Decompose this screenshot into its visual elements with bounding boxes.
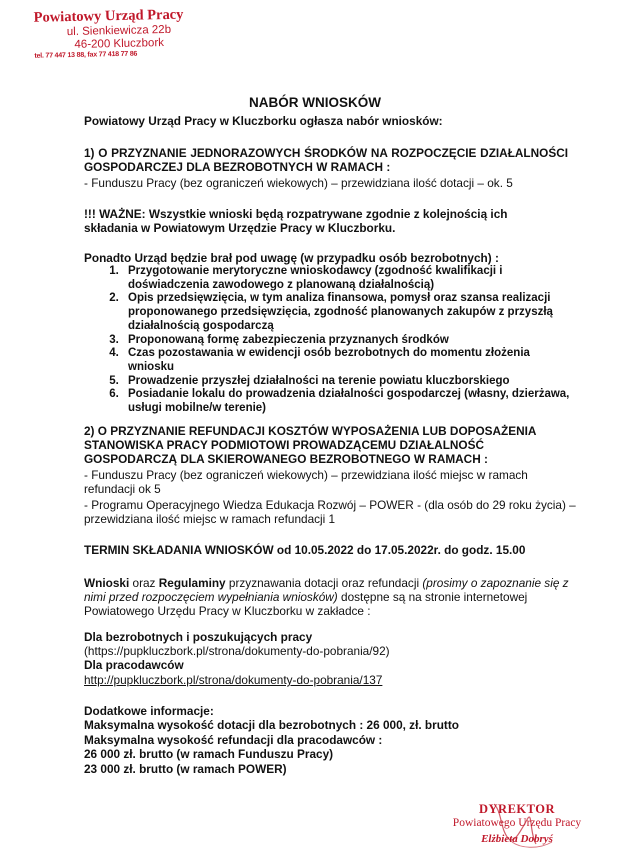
section1-line: - Funduszu Pracy (bez ograniczeń wiekowych) – przewidziana ilość dotacji – ok. 5 (84, 176, 513, 190)
unemployed-label: Dla bezrobotnych i poszukujących pracy (84, 630, 313, 644)
max-refund: Maksymalna wysokość refundacji dla pracodawców : (84, 733, 383, 747)
stamp-city: 46-200 Kluczbork (74, 36, 165, 51)
employers-label: Dla pracodawców (84, 658, 184, 672)
director-signature (442, 802, 592, 845)
signature-scribble-icon (442, 798, 592, 862)
page-title: NABÓR WNIOSKÓW (249, 95, 381, 110)
signature-role: DYREKTOR (478, 802, 555, 816)
signature-name: Elżbieta Dobryś (481, 833, 553, 845)
docs-italic-note: (prosimy o zapoznanie się z nimi przed rozpoczęciem wypełniania wniosków) (84, 576, 569, 604)
criteria-item: 3. Proponowaną formę zabezpieczenia przyznanych środków (122, 334, 578, 348)
stamp-street: ul. Sienkiewicza 22b (66, 23, 172, 38)
employers-link[interactable]: http://pupkluczbork.pl/strona/dokumenty-do-pobrania/137 (84, 673, 383, 687)
stamp-phone: tel. 77 447 13 88, fax 77 418 77 86 (34, 50, 138, 60)
criteria-item: 1. Przygotowanie merytoryczne wnioskodawcy (zgodność kwalifikacji i doświadczenia zawodowego z planowaną działalnością) (122, 265, 578, 292)
section2-line1: - Funduszu Pracy (bez ograniczeń wiekowych) – przewidziana ilość miejsc w ramach refundacji ok 5 (84, 468, 528, 496)
max-grant: Maksymalna wysokość dotacji dla bezrobotnych : 26 000, zł. brutto (84, 718, 459, 732)
section2-line2: - Programu Operacyjnego Wiedza Edukacja Rozwój – POWER - (dla osób do 29 roku życia) – przewidziana ilość miejsc w ramach refundacji 1 (84, 498, 576, 526)
signature-institution: Powiatowego Urzędu Pracy (452, 817, 582, 829)
intro: Powiatowy Urząd Pracy w Kluczborku ogłasza nabór wniosków: (84, 114, 443, 128)
section2-heading: 2) O PRZYZNANIE REFUNDACJI KOSZTÓW WYPOSAŻENIA LUB DOPOSAŻENIA STANOWISKA PRACY PODMIOTOWI PROWADZĄCEMU DZIAŁALNOŚĆ GOSPODARCZĄ DLA SKIEROWANEGO BEZROBOTNEGO W RAMACH : (84, 424, 537, 466)
unemployed-link[interactable]: (https://pupkluczbork.pl/strona/dokumenty-do-pobrania/92) (84, 644, 390, 658)
criteria-item: 4. Czas pozostawania w ewidencji osób bezrobotnych do momentu złożenia wniosku (122, 347, 578, 374)
docs-regulaminy: Regulaminy (158, 576, 226, 590)
docs-text: oraz (129, 576, 159, 590)
extra-heading: Dodatkowe informacje: (84, 704, 214, 718)
docs-text: przyznawania dotacji oraz refundacji (225, 576, 423, 590)
office-stamp (33, 6, 204, 61)
docs-text: dostępne są na stronie internetowej Powiatowego Urzędu Pracy w Kluczborku w zakładce : (84, 590, 528, 618)
criteria-intro: Ponadto Urząd będzie brał pod uwagę (w przypadku osób bezrobotnych) : (84, 251, 499, 265)
criteria-item: 5. Prowadzenie przyszłej działalności na terenie powiatu kluczborskiego (122, 375, 578, 389)
deadline: TERMIN SKŁADANIA WNIOSKÓW od 10.05.2022 do 17.05.2022r. do godz. 15.00 (84, 543, 526, 557)
section1-heading: 1) O PRZYZNANIE JEDNORAZOWYCH ŚRODKÓW NA ROZPOCZĘCIE DZIAŁALNOŚCI GOSPODARCZEJ DLA BEZROBOTNYCH W RAMACH : (84, 146, 568, 174)
refund-fp: 26 000 zł. brutto (w ramach Funduszu Pracy) (84, 747, 334, 761)
criteria-item: 6. Posiadanie lokalu do prowadzenia działalności gospodarczej (własny, dzierżawa, usługi mobilne/w terenie) (122, 388, 578, 415)
stamp-office: Powiatowy Urząd Pracy (33, 6, 184, 26)
criteria-item: 2. Opis przedsięwzięcia, w tym analiza finansowa, pomysł oraz szansa realizacji proponowanego przedsięwzięcia, zgodność planowanych zakupów z przyszłą działalnością gospodarczą (122, 292, 578, 333)
refund-power: 23 000 zł. brutto (w ramach POWER) (84, 762, 287, 776)
criteria-list (84, 265, 578, 416)
docs-wnioski: Wnioski (84, 576, 130, 590)
important-note: !!! WAŻNE: Wszystkie wnioski będą rozpatrywane zgodnie z kolejnością ich składania w Powiatowym Urzędzie Pracy w Kluczborku. (84, 207, 508, 235)
documents-note (84, 576, 580, 618)
